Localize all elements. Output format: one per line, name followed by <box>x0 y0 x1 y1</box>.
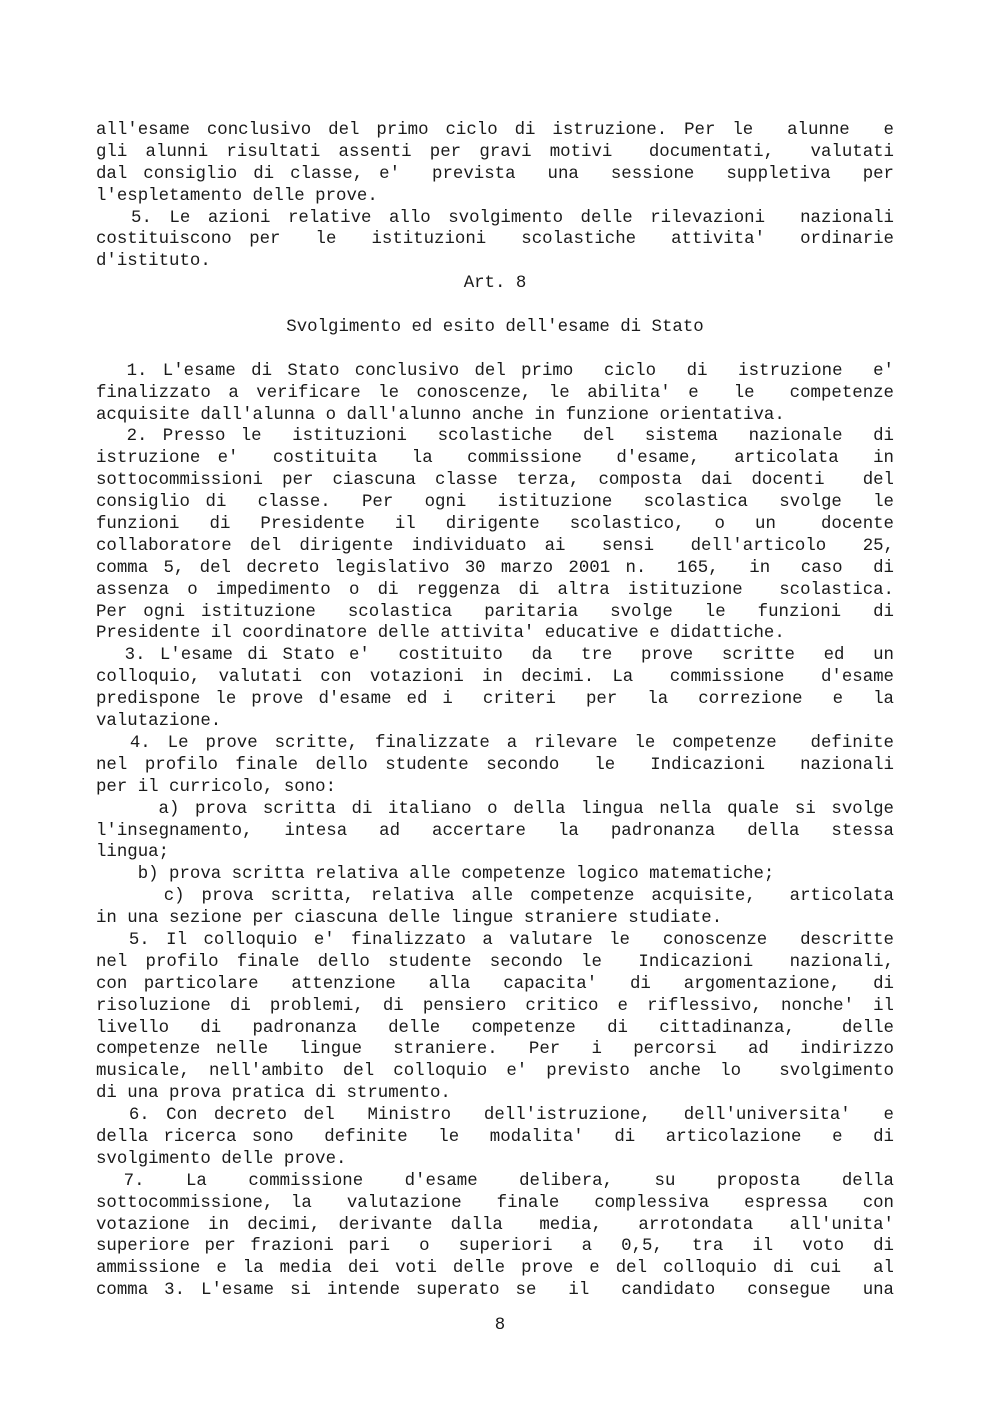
article-number: Art. 8 <box>463 274 527 294</box>
intro-paragraphs <box>96 120 894 273</box>
text-line: acquisite dall'alunna o dall'alunno anche in funzione orientativa. <box>96 405 785 425</box>
text-line: 2. Presso le istituzioni scolastiche del sistema nazionale di <box>96 427 894 447</box>
text-line: lingua; <box>96 843 170 863</box>
text-line: collaboratore del dirigente individuato ai sensi dell'articolo 25, <box>96 536 894 556</box>
text-line: d'istituto. <box>96 252 211 272</box>
text-line: per il curricolo, sono: <box>96 777 337 797</box>
page-number: 8 <box>494 1316 506 1335</box>
text-line: in una sezione per ciascuna delle lingue straniere studiate. <box>96 909 723 929</box>
text-line: di una prova pratica di strumento. <box>96 1084 451 1104</box>
text-line: Presidente il coordinatore delle attivita' educative e didattiche. <box>96 624 785 644</box>
text-line: 5. Il colloquio e' finalizzato a valutare le conoscenze descritte <box>96 930 894 950</box>
text-line: con particolare attenzione alla capacita' di argomentazione, di <box>96 974 894 994</box>
text-line: votazione in decimi, derivante dalla media, arrotondata all'unita' <box>96 1215 894 1235</box>
text-line: a) prova scritta di italiano o della lingua nella quale si svolge <box>96 799 894 819</box>
text-line: all'esame conclusivo del primo ciclo di istruzione. Per le alunne e <box>96 121 894 140</box>
article-title: Svolgimento ed esito dell'esame di Stato <box>286 318 704 338</box>
text-line: nel profilo finale dello studente secondo le Indicazioni nazionali, <box>96 952 894 972</box>
text-line: predispone le prove d'esame ed i criteri per la correzione e la <box>96 690 894 710</box>
article-body <box>96 361 894 1302</box>
text-line: istruzione e' costituita la commissione d'esame, articolata in <box>96 449 894 469</box>
text-line: costituiscono per le istituzioni scolastiche attivita' ordinarie <box>96 230 894 250</box>
document-page <box>96 120 894 1302</box>
text-line: comma 3. L'esame si intende superato se il candidato consegue una <box>96 1281 894 1301</box>
text-line: colloquio, valutati con votazioni in decimi. La commissione d'esame <box>96 668 894 688</box>
text-line: consiglio di classe. Per ogni istituzione scolastica svolge le <box>96 493 894 513</box>
text-line: sottocommissione, la valutazione finale complessiva espressa con <box>96 1193 894 1213</box>
text-line: funzioni di Presidente il dirigente scolastico, o un docente <box>96 515 894 535</box>
text-line: nel profilo finale dello studente secondo le Indicazioni nazionali <box>96 755 894 775</box>
text-line: l'espletamento delle prove. <box>96 186 378 206</box>
text-line: ammissione e la media dei voti delle prove e del colloquio di cui al <box>96 1259 894 1279</box>
text-line: risoluzione di problemi, di pensiero critico e riflessivo, nonche' il <box>96 996 894 1016</box>
text-line: competenze nelle lingue straniere. Per i percorsi ad indirizzo <box>96 1040 894 1060</box>
text-line: 3. L'esame di Stato e' costituito da tre prove scritte ed un <box>96 646 894 666</box>
text-line: Per ogni istituzione scolastica paritaria svolge le funzioni di <box>96 602 894 622</box>
text-line: 1. L'esame di Stato conclusivo del primo ciclo di istruzione e' <box>96 361 894 381</box>
text-line: comma 5, del decreto legislativo 30 marzo 2001 n. 165, in caso di <box>96 558 894 578</box>
text-line: superiore per frazioni pari o superiori a 0,5, tra il voto di <box>96 1237 894 1257</box>
text-line: 7. La commissione d'esame delibera, su proposta della <box>96 1171 894 1191</box>
text-line: sottocommissioni per ciascuna classe terza, composta dai docenti del <box>96 471 894 491</box>
text-line: 4. Le prove scritte, finalizzate a rilevare le competenze definite <box>96 733 894 753</box>
text-line: dal consiglio di classe, e' prevista una sessione suppletiva per <box>96 164 894 184</box>
text-line: 6. Con decreto del Ministro dell'istruzione, dell'universita' e <box>96 1106 894 1126</box>
text-line: valutazione. <box>96 712 222 732</box>
text-line: della ricerca sono definite le modalita' di articolazione e di <box>96 1127 894 1147</box>
text-line: finalizzato a verificare le conoscenze, le abilita' e le competenze <box>96 383 894 403</box>
spacer <box>96 295 894 317</box>
text-line: assenza o impedimento o di reggenza di altra istituzione scolastica. <box>96 580 894 600</box>
text-line: musicale, nell'ambito del colloquio e' previsto anche lo svolgimento <box>96 1062 894 1082</box>
text-line: svolgimento delle prove. <box>96 1149 347 1169</box>
text-line: gli alunni risultati assenti per gravi motivi documentati, valutati <box>96 142 894 162</box>
text-line: c) prova scritta, relativa alle competenze acquisite, articolata <box>96 887 894 907</box>
text-line: 5. Le azioni relative allo svolgimento delle rilevazioni nazionali <box>96 208 894 228</box>
spacer <box>96 339 894 361</box>
text-line: l'insegnamento, intesa ad accertare la padronanza della stessa <box>96 821 894 841</box>
text-line: livello di padronanza delle competenze di cittadinanza, delle <box>96 1018 894 1038</box>
text-line: b) prova scritta relativa alle competenze logico matematiche; <box>96 865 775 885</box>
